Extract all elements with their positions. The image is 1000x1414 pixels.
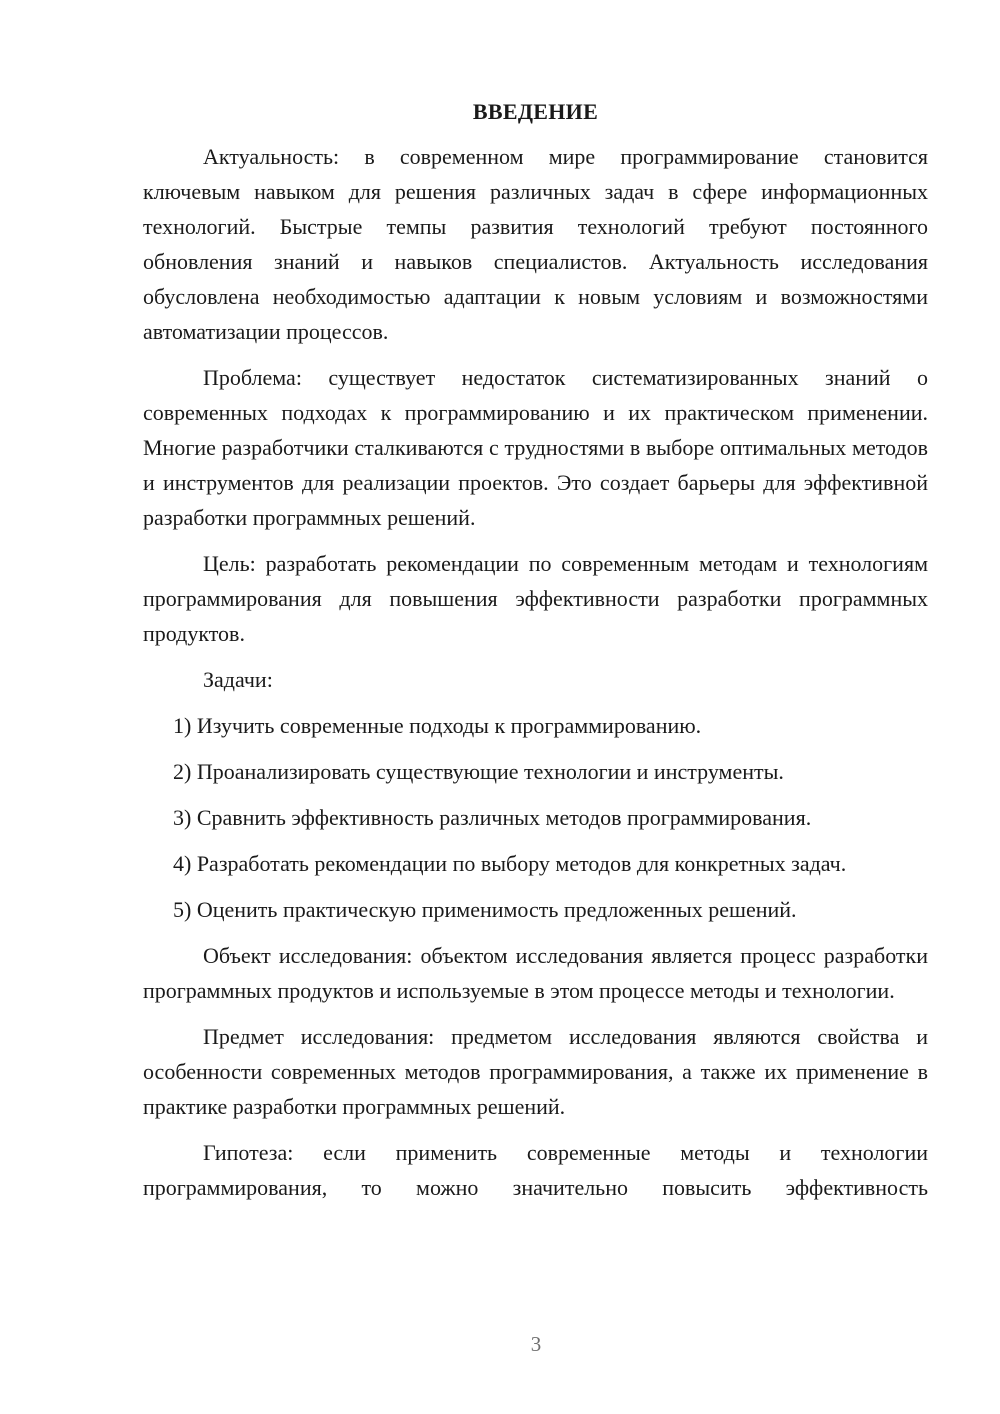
list-item: 4) Разработать рекомендации по выбору методов для конкретных задач. xyxy=(173,851,847,876)
paragraph-problem: Проблема: существует недостаток систематизированных знаний о современных подходах к программированию и их практическом применении. Многие разработчики сталкиваются с трудностями в выборе оптимальных методов и инструментов для реализации проектов. Это создает барьеры для эффективной разработки программных решений. xyxy=(143,365,928,530)
paragraph-goal: Цель: разработать рекомендации по современным методам и технологиям программирования для повышения эффективности разработки программных продуктов. xyxy=(143,551,928,646)
tasks-heading: Задачи: xyxy=(203,667,273,692)
paragraph-relevance: Актуальность: в современном мире программирование становится ключевым навыком для решения различных задач в сфере информационных технологий. Быстрые темпы развития технологий требуют постоянного обновления знаний и навыков специалистов. Актуальность исследования обусловлена необходимостью адаптации к новым условиям и возможностями автоматизации процессов. xyxy=(143,144,928,344)
paragraph-hypothesis: Гипотеза: если применить современные методы и технологии программирования, то можно значительно повысить эффективность xyxy=(143,1140,928,1200)
page-content xyxy=(143,94,928,1216)
page-title: ВВЕДЕНИЕ xyxy=(472,99,599,124)
page-number: 3 xyxy=(530,1332,542,1356)
paragraph-object: Объект исследования: объектом исследования является процесс разработки программных продуктов и используемые в этом процессе методы и технологии. xyxy=(143,943,928,1003)
list-item: 2) Проанализировать существующие технологии и инструменты. xyxy=(173,759,784,784)
paragraph-subject: Предмет исследования: предметом исследования являются свойства и особенности современных методов программирования, а также их применение в практике разработки программных решений. xyxy=(143,1024,928,1119)
list-item: 5) Оценить практическую применимость предложенных решений. xyxy=(173,897,797,922)
list-item: 3) Сравнить эффективность различных методов программирования. xyxy=(173,805,812,830)
list-item: 1) Изучить современные подходы к программированию. xyxy=(173,713,702,738)
